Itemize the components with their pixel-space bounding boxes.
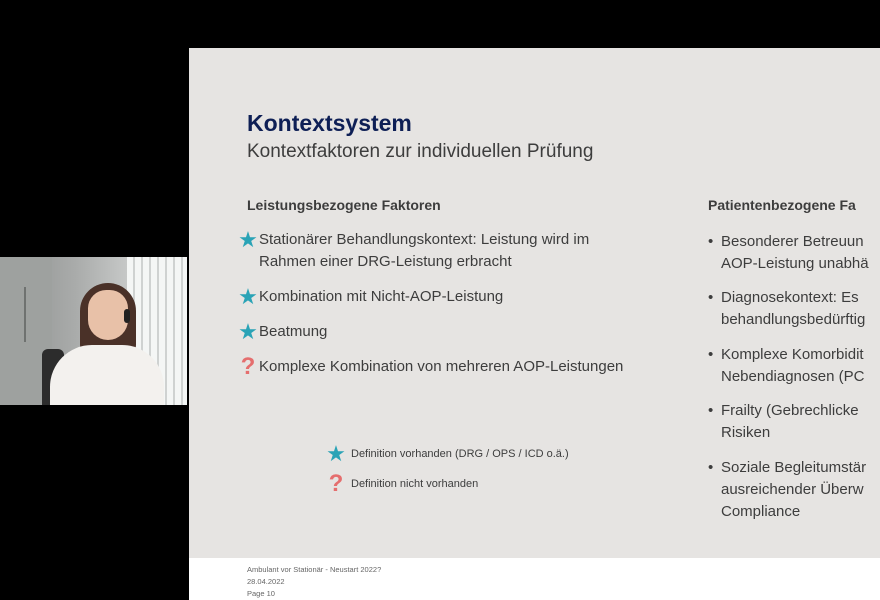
- slide-title: Kontextsystem: [247, 110, 412, 136]
- list-item: [708, 457, 866, 523]
- list-item-text: Komplexe Komorbidit: [721, 346, 864, 363]
- star-icon: ★: [326, 441, 346, 466]
- list-item-text: Stationärer Behandlungskontext: Leistung wird im: [259, 231, 590, 248]
- list-item: [237, 286, 503, 308]
- list-item-text: behandlungsbedürftig: [721, 311, 866, 328]
- video-person-body: [50, 345, 164, 405]
- bullet: •: [708, 233, 714, 250]
- video-person-face: [88, 290, 128, 340]
- list-item-text: Frailty (Gebrechlicke: [721, 402, 859, 419]
- legend-star-label: Definition vorhanden (DRG / OPS / ICD o.ä.): [351, 448, 569, 460]
- list-item-text: ausreichender Überw: [721, 481, 864, 498]
- left-column-heading: Leistungsbezogene Faktoren: [247, 197, 441, 213]
- question-mark-icon: ?: [328, 470, 344, 497]
- slide-subtitle: Kontextfaktoren zur individuellen Prüfung: [247, 141, 594, 162]
- list-item: [237, 321, 327, 343]
- shared-presentation-slide: [189, 48, 880, 558]
- list-item-text: Besonderer Betreuun: [721, 233, 864, 250]
- list-item-text: Risiken: [721, 424, 771, 441]
- participant-video-tile[interactable]: [0, 257, 187, 405]
- list-item-text: AOP-Leistung unabhä: [721, 255, 869, 272]
- list-item: [708, 344, 864, 388]
- star-icon: ★: [238, 284, 258, 309]
- list-item-text: Diagnosekontext: Es: [721, 289, 859, 306]
- question-mark-icon: ?: [240, 353, 256, 380]
- list-item-text: Soziale Begleitumstär: [721, 459, 867, 476]
- list-item-text: Beatmung: [259, 323, 328, 340]
- slide-footer: [189, 558, 880, 600]
- star-icon: ★: [238, 227, 258, 252]
- right-column-heading: Patientenbezogene Fa: [708, 197, 856, 213]
- footer-presentation-title: Ambulant vor Stationär - Neustart 2022?: [247, 565, 382, 574]
- footer-page-number: Page 10: [247, 589, 275, 598]
- legend-question-label: Definition nicht vorhanden: [351, 478, 479, 490]
- list-item: [708, 287, 865, 331]
- list-item: [237, 353, 624, 380]
- list-item: [708, 231, 869, 275]
- list-item-text: Komplexe Kombination von mehreren AOP-Leistungen: [259, 358, 624, 375]
- bullet: •: [708, 346, 714, 363]
- list-item-text: Rahmen einer DRG-Leistung erbracht: [259, 253, 512, 270]
- legend-star-row: [325, 441, 569, 467]
- list-item-text: Nebendiagnosen (PC: [721, 368, 865, 385]
- star-icon: ★: [238, 319, 258, 344]
- list-item-text: Compliance: [721, 503, 801, 520]
- legend-question-row: [325, 470, 478, 498]
- bullet: •: [708, 402, 714, 419]
- headset-icon: [124, 309, 130, 323]
- bullet: •: [708, 289, 714, 306]
- list-item-text: Kombination mit Nicht-AOP-Leistung: [259, 288, 504, 305]
- bullet: •: [708, 459, 714, 476]
- footer-date: 28.04.2022: [247, 577, 285, 586]
- list-item: [237, 229, 589, 273]
- list-item: [708, 400, 859, 444]
